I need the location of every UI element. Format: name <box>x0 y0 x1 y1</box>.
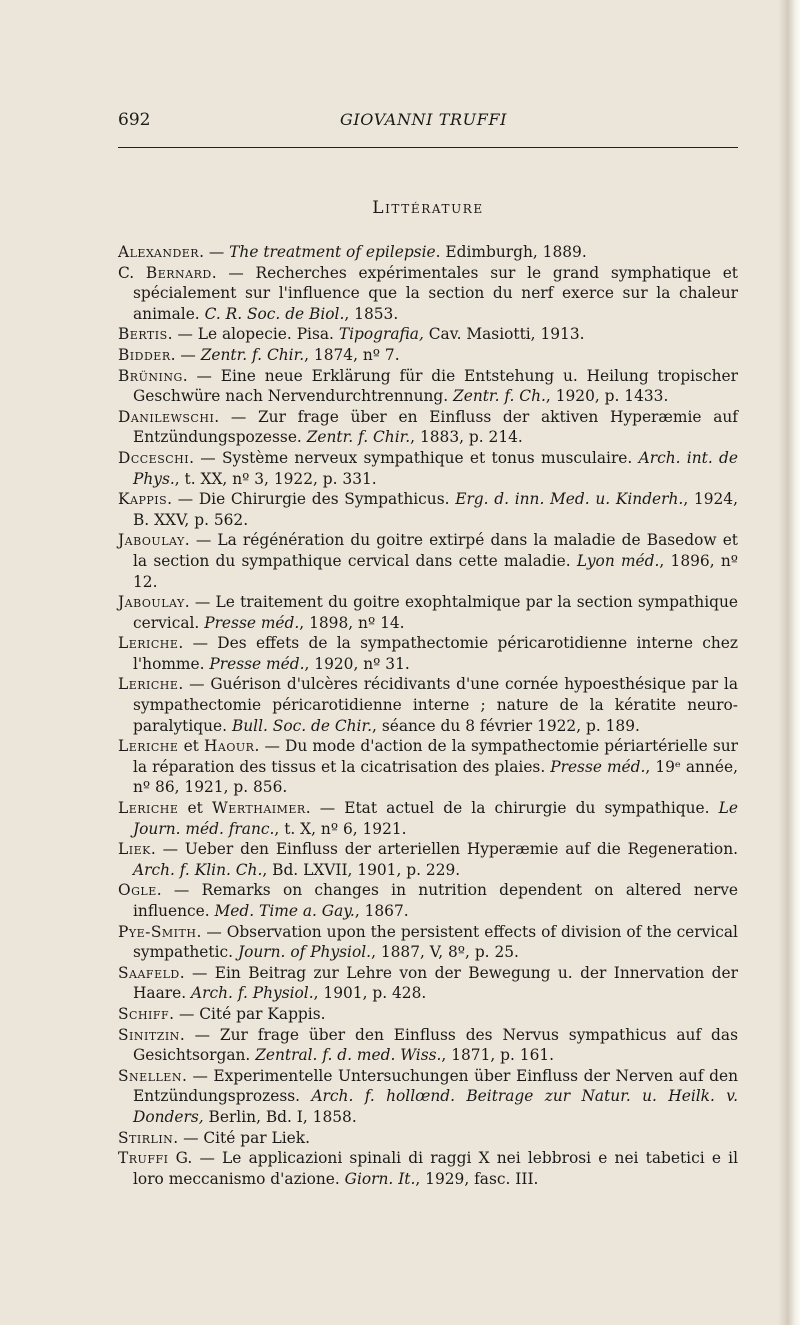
reference-text: . — Ueber den Einfluss der arteriellen Hyperæmie auf die Regeneration. <box>150 840 738 859</box>
reference-source: Arch. f. Physiol. <box>191 984 314 1003</box>
reference-entry <box>118 633 738 674</box>
reference-author: Snellen <box>118 1066 182 1085</box>
reference-source: Tipografia, <box>338 325 424 344</box>
reference-text: . — Die Chirurgie des Sympathicus. <box>167 490 456 509</box>
reference-entry <box>118 407 738 448</box>
reference-author: Dcceschi <box>118 448 190 467</box>
reference-source: Lyon méd. <box>576 551 660 570</box>
reference-text: , 1883, p. 214. <box>410 428 523 447</box>
reference-source: Giorn. It. <box>344 1169 416 1188</box>
reference-list <box>118 242 738 1189</box>
reference-author: Brüning <box>118 366 183 385</box>
reference-text: . — Observation upon the persistent effects of division of the cervical sympathetic. <box>133 922 738 962</box>
reference-source: Le Journ. méd. franc. <box>133 799 738 838</box>
reference-source: Journ. of Physiol. <box>237 943 372 962</box>
header-rule <box>118 147 738 148</box>
reference-author: Haour <box>204 737 255 756</box>
reference-source: Zentr. f. Chir. <box>200 345 305 364</box>
reference-source: Med. Time a. Gay. <box>214 902 355 920</box>
reference-author: Werthaimer <box>211 799 306 818</box>
reference-entry <box>118 345 738 366</box>
reference-text: , 1920, nº 31. <box>304 654 410 673</box>
reference-source: C. R. Soc. de Biol. <box>204 304 345 323</box>
reference-text: et <box>178 737 205 756</box>
reference-entry <box>118 674 738 736</box>
reference-text: , 1871, p. 161. <box>441 1046 555 1065</box>
reference-text: . — Guérison d'ulcères récidivants d'une cornée hypoesthésique par la sympathectomie péricarotidienne interne ; nature de la kératite neuro-paralytique. <box>133 675 738 735</box>
reference-entry <box>118 1066 738 1128</box>
reference-text: , 1920, p. 1433. <box>545 387 669 406</box>
running-head: GIOVANNI TRUFFI <box>340 110 508 129</box>
reference-text: . — Etat actuel de la chirurgie du sympathique. <box>305 799 719 818</box>
reference-source: Arch. f. hollœnd. Beitrage zur Natur. u. Heilk. v. Donders, <box>133 1087 738 1126</box>
reference-author: Danilewschi <box>118 407 215 426</box>
reference-text: , 19ᵉ année, nº 86, 1921, p. 856. <box>133 757 738 797</box>
reference-text: , 1887, V, 8º, p. 25. <box>371 943 519 962</box>
reference-entry <box>118 366 738 407</box>
reference-author: Sinitzin <box>118 1025 180 1044</box>
page-number: 692 <box>118 110 151 130</box>
reference-author: Schiff <box>118 1004 170 1023</box>
reference-entry <box>118 963 738 1004</box>
reference-text: , 1896, nº 12. <box>133 551 739 591</box>
reference-author: Stirlin <box>118 1128 174 1147</box>
reference-text: , t. XX, nº 3, 1922, p. 331. <box>174 469 377 488</box>
reference-entry <box>118 922 738 963</box>
reference-text: . — Le alopecie. Pisa. <box>167 325 339 344</box>
reference-entry <box>118 592 738 633</box>
reference-author: Leriche <box>118 634 179 653</box>
reference-text: Berlin, Bd. I, 1858. <box>203 1107 357 1126</box>
reference-text: , 1874, nº 7. <box>304 345 400 364</box>
reference-text: , 1901, p. 428. <box>313 984 427 1003</box>
reference-source: Presse méd. <box>204 613 300 632</box>
reference-text: . — <box>199 243 230 261</box>
reference-author: Truffi <box>118 1149 169 1168</box>
reference-entry <box>118 263 738 325</box>
reference-author: Ogle <box>118 881 157 900</box>
reference-author: Leriche <box>118 675 179 694</box>
reference-author: Bertis <box>118 325 168 344</box>
reference-source: Arch. f. Klin. Ch. <box>133 860 263 879</box>
reference-text: . — Système nerveux sympathique et tonus musculaire. <box>189 448 639 467</box>
reference-author: Jaboulay <box>118 531 185 550</box>
reference-text: . — Experimentelle Untersuchungen über Einfluss der Nerven auf den Entzündungsprozess. <box>133 1066 738 1106</box>
reference-entry <box>118 798 738 839</box>
reference-source: Erg. d. inn. Med. u. Kinderh. <box>455 490 684 509</box>
reference-text: . — Zur frage über en Einfluss der aktiven Hyperæmie auf Entzündungspozesse. <box>133 407 738 447</box>
reference-source: Presse méd. <box>550 757 646 776</box>
reference-text: . — Du mode d'action de la sympathectomie périartérielle sur la réparation des tissus et la cicatrisation des plaies. <box>133 737 739 776</box>
reference-text: . — <box>170 345 201 364</box>
reference-author: Alexander <box>118 243 200 261</box>
section-title: Littérature <box>372 198 484 218</box>
reference-text: . — Cité par Kappis. <box>169 1004 326 1023</box>
reference-source: Bull. Soc. de Chir. <box>231 716 373 735</box>
reference-text: . — Recherches expérimentales sur le grand symphatique et spécialement sur l'influence que la section du nerf exerce sur la chaleur animale. <box>133 263 738 323</box>
reference-author: Jaboulay <box>118 593 185 612</box>
reference-entry <box>118 839 738 880</box>
reference-text: . — Le traitement du goitre exophtalmique par la section sympathique cervical. <box>133 593 738 632</box>
reference-source: Zentr. f. Chir. <box>306 428 411 447</box>
reference-text: , 1924, B. XXV, p. 562. <box>133 490 738 529</box>
reference-author: Leriche <box>118 737 179 756</box>
reference-text: . — Zur frage über den Einfluss des Nervus sympathicus auf das Gesichtsorgan. <box>133 1025 738 1065</box>
reference-source: Presse méd. <box>209 654 305 673</box>
page-header <box>118 110 738 136</box>
reference-text: , 1867. <box>354 902 409 920</box>
reference-entry <box>118 880 738 921</box>
reference-text: , Bd. LXVII, 1901, p. 229. <box>262 860 461 879</box>
reference-text: . — Remarks on changes in nutrition dependent on altered nerve influence. <box>133 881 738 920</box>
reference-author: Liek <box>118 840 151 859</box>
reference-text: C. <box>118 263 146 282</box>
reference-text: . — La régénération du goitre extirpé dans la maladie de Basedow et la section du sympathique cervical dans cette maladie. <box>133 531 738 570</box>
reference-entry <box>118 1148 738 1189</box>
reference-source: The treatment of epilepsie <box>229 243 436 261</box>
reference-text: et <box>178 799 212 818</box>
reference-author: Saafeld <box>118 963 180 982</box>
reference-entry <box>118 1025 738 1066</box>
reference-entry <box>118 324 738 345</box>
reference-text: , 1898, nº 14. <box>299 613 405 632</box>
reference-entry <box>118 242 738 263</box>
reference-text: . — Cité par Liek. <box>173 1128 310 1147</box>
reference-author: Bernard <box>145 263 212 282</box>
reference-text: Cav. Masiotti, 1913. <box>423 325 585 344</box>
reference-source: Arch. int. de Phys. <box>133 448 738 488</box>
page-edge-shadow <box>778 0 800 1325</box>
reference-author: Leriche <box>118 799 179 818</box>
reference-text: G. — Le applicazioni spinali di raggi X nei lebbrosi e nei tabetici e il loro meccanismo d'azione. <box>133 1149 738 1188</box>
reference-entry <box>118 489 738 530</box>
reference-author: Bidder <box>118 345 171 364</box>
reference-text: . Edimburgh, 1889. <box>435 243 587 261</box>
reference-text: , 1929, fasc. III. <box>415 1169 539 1188</box>
reference-entry <box>118 530 738 592</box>
reference-text: . — Eine neue Erklärung für die Entstehung u. Heilung tropischer Geschwüre nach Nervendurchtrennung. <box>133 366 738 406</box>
reference-text: , séance du 8 février 1922, p. 189. <box>372 716 640 735</box>
reference-text: . — Des effets de la sympathectomie péricarotidienne interne chez l'homme. <box>133 634 738 673</box>
reference-author: Kappis <box>118 490 168 509</box>
reference-entry <box>118 448 738 489</box>
reference-entry <box>118 736 738 798</box>
reference-text: . — Ein Beitrag zur Lehre von der Bewegung u. der Innervation der Haare. <box>133 963 738 1003</box>
reference-text: , 1853. <box>344 304 399 323</box>
reference-entry <box>118 1004 738 1025</box>
reference-text: , t. X, nº 6, 1921. <box>274 819 407 838</box>
reference-author: Pye-Smith <box>118 922 197 941</box>
reference-source: Zentr. f. Ch. <box>453 387 546 406</box>
reference-entry <box>118 1128 738 1149</box>
reference-source: Zentral. f. d. med. Wiss. <box>255 1046 442 1065</box>
